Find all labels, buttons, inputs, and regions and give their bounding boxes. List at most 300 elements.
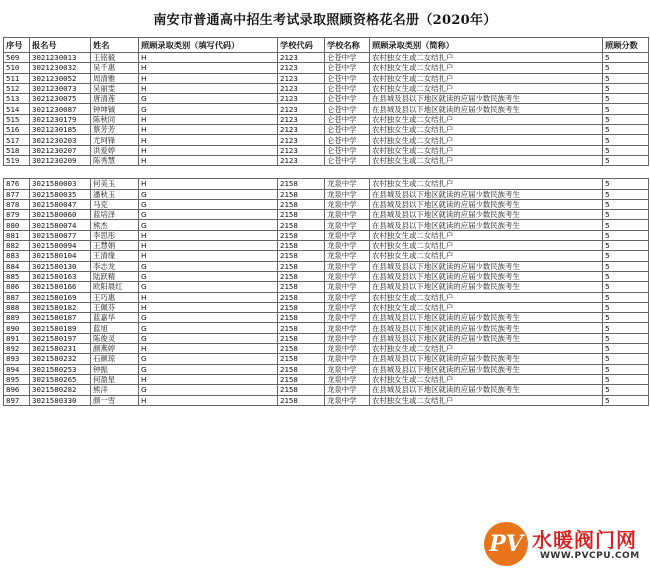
cell-category-code: H bbox=[139, 344, 278, 354]
cell-index: 517 bbox=[4, 135, 30, 145]
cell-school-code: 2123 bbox=[278, 73, 325, 83]
cell-school-code: 2123 bbox=[278, 155, 325, 165]
cell-name: 蔡芳芳 bbox=[91, 125, 139, 135]
cell-school-code: 2158 bbox=[278, 292, 325, 302]
cell-school-code: 2123 bbox=[278, 63, 325, 73]
cell-bonus: 5 bbox=[603, 385, 649, 395]
cell-category-short: 农村独女生或二女结扎户 bbox=[370, 83, 603, 93]
cell-category-short: 农村独女生或二女结扎户 bbox=[370, 114, 603, 124]
cell-reg-no: 3021230207 bbox=[30, 145, 91, 155]
table-row bbox=[4, 364, 649, 374]
cell-reg-no: 3021580231 bbox=[30, 344, 91, 354]
col-header-reg-no: 报名号 bbox=[30, 38, 91, 53]
cell-school-code: 2158 bbox=[278, 385, 325, 395]
cell-bonus: 5 bbox=[603, 333, 649, 343]
cell-bonus: 5 bbox=[603, 261, 649, 271]
cell-index: 888 bbox=[4, 302, 30, 312]
cell-school-name: 仑苍中学 bbox=[325, 53, 370, 63]
cell-category-short: 在县城及县以下地区就读的应届少数民族考生 bbox=[370, 199, 603, 209]
cell-school-code: 2158 bbox=[278, 179, 325, 189]
cell-school-name: 龙泉中学 bbox=[325, 354, 370, 364]
cell-reg-no: 3021580330 bbox=[30, 395, 91, 405]
cell-name: 陈秀慧 bbox=[91, 155, 139, 165]
cell-reg-no: 3021580060 bbox=[30, 210, 91, 220]
cell-bonus: 5 bbox=[603, 220, 649, 230]
cell-reg-no: 3021230075 bbox=[30, 94, 91, 104]
cell-index: 518 bbox=[4, 145, 30, 155]
cell-school-name: 仑苍中学 bbox=[325, 83, 370, 93]
cell-bonus: 5 bbox=[603, 94, 649, 104]
cell-school-name: 仑苍中学 bbox=[325, 104, 370, 114]
cell-category-code: H bbox=[139, 125, 278, 135]
document-title: 南安市普通高中招生考试录取照顾资格花名册（2020年） bbox=[153, 13, 497, 28]
cell-school-name: 龙泉中学 bbox=[325, 241, 370, 251]
cell-bonus: 5 bbox=[603, 104, 649, 114]
cell-category-code: H bbox=[139, 63, 278, 73]
table-header-row bbox=[4, 38, 649, 53]
table-row bbox=[4, 395, 649, 405]
cell-school-name: 龙泉中学 bbox=[325, 302, 370, 312]
table-row bbox=[4, 155, 649, 165]
cell-reg-no: 3021580104 bbox=[30, 251, 91, 261]
table-row bbox=[4, 292, 649, 302]
table-row bbox=[4, 145, 649, 155]
cell-category-short: 农村独女生或二女结扎户 bbox=[370, 374, 603, 384]
roster-table bbox=[3, 37, 649, 406]
cell-reg-no: 3021580074 bbox=[30, 220, 91, 230]
cell-reg-no: 3021580189 bbox=[30, 323, 91, 333]
cell-school-code: 2123 bbox=[278, 135, 325, 145]
cell-school-code: 2123 bbox=[278, 94, 325, 104]
table-row bbox=[4, 261, 649, 271]
cell-name: 马克 bbox=[91, 199, 139, 209]
cell-category-code: G bbox=[139, 210, 278, 220]
cell-index: 876 bbox=[4, 179, 30, 189]
col-header-school-code: 学校代码 bbox=[278, 38, 325, 53]
cell-category-short: 农村独女生或二女结扎户 bbox=[370, 135, 603, 145]
table-row bbox=[4, 189, 649, 199]
cell-reg-no: 3021580197 bbox=[30, 333, 91, 343]
cell-index: 896 bbox=[4, 385, 30, 395]
cell-category-code: H bbox=[139, 135, 278, 145]
table-row bbox=[4, 333, 649, 343]
table-row bbox=[4, 323, 649, 333]
cell-category-short: 在县城及县以下地区就读的应届少数民族考生 bbox=[370, 282, 603, 292]
cell-school-code: 2158 bbox=[278, 282, 325, 292]
cell-index: 892 bbox=[4, 344, 30, 354]
cell-bonus: 5 bbox=[603, 189, 649, 199]
cell-reg-no: 3021230013 bbox=[30, 53, 91, 63]
cell-school-code: 2158 bbox=[278, 354, 325, 364]
cell-school-code: 2158 bbox=[278, 344, 325, 354]
cell-category-short: 在县城及县以下地区就读的应届少数民族考生 bbox=[370, 220, 603, 230]
cell-bonus: 5 bbox=[603, 230, 649, 240]
cell-reg-no: 3021230185 bbox=[30, 125, 91, 135]
col-header-category-short: 照顾录取类别（简称） bbox=[370, 38, 603, 53]
table-row bbox=[4, 374, 649, 384]
cell-name: 尤珂锋 bbox=[91, 135, 139, 145]
cell-name: 何美玉 bbox=[91, 179, 139, 189]
cell-category-code: H bbox=[139, 73, 278, 83]
table-row bbox=[4, 344, 649, 354]
cell-name: 李志龙 bbox=[91, 261, 139, 271]
table-row bbox=[4, 313, 649, 323]
cell-category-code: H bbox=[139, 114, 278, 124]
cell-school-name: 龙泉中学 bbox=[325, 374, 370, 384]
cell-category-code: H bbox=[139, 179, 278, 189]
cell-index: 878 bbox=[4, 199, 30, 209]
cell-name: 何盈星 bbox=[91, 374, 139, 384]
cell-index: 515 bbox=[4, 114, 30, 124]
cell-category-short: 农村独女生或二女结扎户 bbox=[370, 145, 603, 155]
cell-index: 887 bbox=[4, 292, 30, 302]
cell-bonus: 5 bbox=[603, 251, 649, 261]
cell-name: 颜燕婷 bbox=[91, 344, 139, 354]
cell-category-short: 在县城及县以下地区就读的应届少数民族考生 bbox=[370, 210, 603, 220]
cell-school-name: 龙泉中学 bbox=[325, 323, 370, 333]
cell-reg-no: 3021580035 bbox=[30, 189, 91, 199]
cell-school-name: 仑苍中学 bbox=[325, 135, 370, 145]
cell-category-code: H bbox=[139, 145, 278, 155]
cell-name: 周清雅 bbox=[91, 73, 139, 83]
cell-bonus: 5 bbox=[603, 155, 649, 165]
cell-bonus: 5 bbox=[603, 292, 649, 302]
cell-category-code: H bbox=[139, 230, 278, 240]
table-row bbox=[4, 302, 649, 312]
cell-school-name: 仑苍中学 bbox=[325, 125, 370, 135]
cell-school-name: 龙泉中学 bbox=[325, 344, 370, 354]
cell-name: 熊洋 bbox=[91, 385, 139, 395]
cell-school-code: 2158 bbox=[278, 210, 325, 220]
cell-name: 王巧惠 bbox=[91, 292, 139, 302]
cell-school-name: 龙泉中学 bbox=[325, 282, 370, 292]
cell-index: 885 bbox=[4, 271, 30, 281]
cell-bonus: 5 bbox=[603, 135, 649, 145]
table-row bbox=[4, 63, 649, 73]
cell-index: 877 bbox=[4, 189, 30, 199]
cell-name: 蓝旭 bbox=[91, 323, 139, 333]
cell-reg-no: 3021580282 bbox=[30, 385, 91, 395]
cell-school-code: 2158 bbox=[278, 189, 325, 199]
cell-name: 李思彤 bbox=[91, 230, 139, 240]
cell-reg-no: 3021580047 bbox=[30, 199, 91, 209]
cell-category-short: 在县城及县以下地区就读的应届少数民族考生 bbox=[370, 104, 603, 114]
cell-name: 钟坤铖 bbox=[91, 104, 139, 114]
cell-category-code: H bbox=[139, 241, 278, 251]
table-row bbox=[4, 271, 649, 281]
cell-school-code: 2123 bbox=[278, 145, 325, 155]
cell-index: 884 bbox=[4, 261, 30, 271]
cell-bonus: 5 bbox=[603, 241, 649, 251]
cell-bonus: 5 bbox=[603, 179, 649, 189]
table-row bbox=[4, 251, 649, 261]
table-row bbox=[4, 83, 649, 93]
cell-reg-no: 3021580265 bbox=[30, 374, 91, 384]
cell-index: 516 bbox=[4, 125, 30, 135]
cell-category-short: 在县城及县以下地区就读的应届少数民族考生 bbox=[370, 354, 603, 364]
cell-school-name: 仑苍中学 bbox=[325, 155, 370, 165]
cell-bonus: 5 bbox=[603, 313, 649, 323]
cell-reg-no: 3021230209 bbox=[30, 155, 91, 165]
cell-category-code: G bbox=[139, 199, 278, 209]
cell-name: 吴千惠 bbox=[91, 63, 139, 73]
cell-index: 512 bbox=[4, 83, 30, 93]
cell-category-code: H bbox=[139, 292, 278, 302]
cell-bonus: 5 bbox=[603, 63, 649, 73]
cell-index: 895 bbox=[4, 374, 30, 384]
cell-category-short: 在县城及县以下地区就读的应届少数民族考生 bbox=[370, 271, 603, 281]
cell-category-short: 农村独女生或二女结扎户 bbox=[370, 395, 603, 405]
cell-category-short: 农村独女生或二女结扎户 bbox=[370, 125, 603, 135]
cell-school-code: 2123 bbox=[278, 104, 325, 114]
cell-school-code: 2123 bbox=[278, 83, 325, 93]
cell-category-short: 农村独女生或二女结扎户 bbox=[370, 302, 603, 312]
cell-index: 880 bbox=[4, 220, 30, 230]
cell-category-short: 在县城及县以下地区就读的应届少数民族考生 bbox=[370, 323, 603, 333]
cell-school-code: 2158 bbox=[278, 313, 325, 323]
cell-name: 熊杰 bbox=[91, 220, 139, 230]
cell-name: 王慧娟 bbox=[91, 241, 139, 251]
cell-school-name: 仑苍中学 bbox=[325, 63, 370, 73]
cell-school-name: 龙泉中学 bbox=[325, 313, 370, 323]
cell-index: 519 bbox=[4, 155, 30, 165]
cell-school-name: 龙泉中学 bbox=[325, 385, 370, 395]
cell-bonus: 5 bbox=[603, 114, 649, 124]
cell-category-code: H bbox=[139, 395, 278, 405]
cell-name: 欧阳晨红 bbox=[91, 282, 139, 292]
cell-index: 883 bbox=[4, 251, 30, 261]
cell-school-name: 龙泉中学 bbox=[325, 251, 370, 261]
cell-category-code: G bbox=[139, 94, 278, 104]
cell-category-code: H bbox=[139, 251, 278, 261]
cell-index: 890 bbox=[4, 323, 30, 333]
cell-category-short: 农村独女生或二女结扎户 bbox=[370, 292, 603, 302]
cell-reg-no: 3021580182 bbox=[30, 302, 91, 312]
cell-school-name: 龙泉中学 bbox=[325, 189, 370, 199]
separator-cell bbox=[4, 166, 649, 179]
cell-reg-no: 3021580094 bbox=[30, 241, 91, 251]
cell-category-code: H bbox=[139, 155, 278, 165]
table-row bbox=[4, 230, 649, 240]
table-row bbox=[4, 53, 649, 63]
watermark-logo bbox=[484, 518, 644, 570]
cell-category-short: 农村独女生或二女结扎户 bbox=[370, 230, 603, 240]
cell-school-name: 龙泉中学 bbox=[325, 261, 370, 271]
table-row bbox=[4, 94, 649, 104]
cell-reg-no: 3021230052 bbox=[30, 73, 91, 83]
cell-category-short: 农村独女生或二女结扎户 bbox=[370, 73, 603, 83]
cell-bonus: 5 bbox=[603, 302, 649, 312]
cell-school-code: 2123 bbox=[278, 53, 325, 63]
cell-category-code: G bbox=[139, 323, 278, 333]
cell-school-name: 仑苍中学 bbox=[325, 145, 370, 155]
cell-school-code: 2158 bbox=[278, 261, 325, 271]
cell-category-short: 农村独女生或二女结扎户 bbox=[370, 53, 603, 63]
cell-name: 潘秋玉 bbox=[91, 189, 139, 199]
cell-school-code: 2158 bbox=[278, 395, 325, 405]
cell-category-code: H bbox=[139, 374, 278, 384]
table-row bbox=[4, 104, 649, 114]
cell-index: 894 bbox=[4, 364, 30, 374]
cell-bonus: 5 bbox=[603, 199, 649, 209]
table-row bbox=[4, 282, 649, 292]
cell-category-short: 在县城及县以下地区就读的应届少数民族考生 bbox=[370, 364, 603, 374]
cell-index: 889 bbox=[4, 313, 30, 323]
table-row bbox=[4, 385, 649, 395]
cell-reg-no: 3021230073 bbox=[30, 83, 91, 93]
table-row bbox=[4, 125, 649, 135]
cell-bonus: 5 bbox=[603, 364, 649, 374]
cell-category-short: 农村独女生或二女结扎户 bbox=[370, 179, 603, 189]
cell-name: 洪爱婷 bbox=[91, 145, 139, 155]
cell-index: 886 bbox=[4, 282, 30, 292]
cell-bonus: 5 bbox=[603, 53, 649, 63]
table-row bbox=[4, 199, 649, 209]
cell-bonus: 5 bbox=[603, 125, 649, 135]
cell-category-short: 农村独女生或二女结扎户 bbox=[370, 251, 603, 261]
block-separator bbox=[4, 166, 649, 179]
cell-category-short: 农村独女生或二女结扎户 bbox=[370, 241, 603, 251]
cell-category-code: G bbox=[139, 282, 278, 292]
cell-index: 513 bbox=[4, 94, 30, 104]
cell-category-code: G bbox=[139, 333, 278, 343]
cell-school-code: 2158 bbox=[278, 220, 325, 230]
cell-school-name: 龙泉中学 bbox=[325, 199, 370, 209]
cell-index: 511 bbox=[4, 73, 30, 83]
cell-category-short: 在县城及县以下地区就读的应届少数民族考生 bbox=[370, 94, 603, 104]
cell-school-name: 龙泉中学 bbox=[325, 271, 370, 281]
cell-category-code: G bbox=[139, 104, 278, 114]
cell-category-code: G bbox=[139, 354, 278, 364]
table-row bbox=[4, 220, 649, 230]
cell-category-code: G bbox=[139, 271, 278, 281]
cell-name: 陈秋同 bbox=[91, 114, 139, 124]
cell-name: 王铭毅 bbox=[91, 53, 139, 63]
table-row bbox=[4, 210, 649, 220]
table-row bbox=[4, 354, 649, 364]
cell-category-short: 农村独女生或二女结扎户 bbox=[370, 344, 603, 354]
cell-reg-no: 3021580232 bbox=[30, 354, 91, 364]
cell-bonus: 5 bbox=[603, 374, 649, 384]
cell-category-short: 农村独女生或二女结扎户 bbox=[370, 63, 603, 73]
cell-school-name: 龙泉中学 bbox=[325, 210, 370, 220]
cell-index: 891 bbox=[4, 333, 30, 343]
cell-school-name: 龙泉中学 bbox=[325, 395, 370, 405]
cell-bonus: 5 bbox=[603, 210, 649, 220]
cell-school-code: 2158 bbox=[278, 323, 325, 333]
cell-name: 唐清莲 bbox=[91, 94, 139, 104]
col-header-bonus: 照顾分数 bbox=[603, 38, 649, 53]
cell-bonus: 5 bbox=[603, 145, 649, 155]
cell-name: 陆跃精 bbox=[91, 271, 139, 281]
cell-school-name: 仑苍中学 bbox=[325, 73, 370, 83]
cell-reg-no: 3021230032 bbox=[30, 63, 91, 73]
cell-category-code: H bbox=[139, 83, 278, 93]
cell-bonus: 5 bbox=[603, 271, 649, 281]
cell-category-short: 在县城及县以下地区就读的应届少数民族考生 bbox=[370, 261, 603, 271]
cell-category-code: G bbox=[139, 385, 278, 395]
col-header-school-name: 学校名称 bbox=[325, 38, 370, 53]
cell-bonus: 5 bbox=[603, 282, 649, 292]
cell-name: 陈俊灵 bbox=[91, 333, 139, 343]
cell-school-code: 2158 bbox=[278, 271, 325, 281]
cell-reg-no: 3021580166 bbox=[30, 282, 91, 292]
cell-index: 509 bbox=[4, 53, 30, 63]
cell-bonus: 5 bbox=[603, 73, 649, 83]
watermark-site-name: 水暖阀门网 bbox=[532, 528, 637, 552]
cell-school-code: 2158 bbox=[278, 251, 325, 261]
cell-category-short: 在县城及县以下地区就读的应届少数民族考生 bbox=[370, 189, 603, 199]
cell-category-code: G bbox=[139, 364, 278, 374]
cell-index: 882 bbox=[4, 241, 30, 251]
cell-bonus: 5 bbox=[603, 395, 649, 405]
cell-school-code: 2158 bbox=[278, 241, 325, 251]
cell-school-code: 2158 bbox=[278, 364, 325, 374]
cell-name: 王清缘 bbox=[91, 251, 139, 261]
cell-name: 吴丽雯 bbox=[91, 83, 139, 93]
cell-school-name: 龙泉中学 bbox=[325, 292, 370, 302]
cell-bonus: 5 bbox=[603, 344, 649, 354]
cell-category-short: 农村独女生或二女结扎户 bbox=[370, 155, 603, 165]
logo-letter: PV bbox=[489, 531, 523, 557]
cell-reg-no: 3021580077 bbox=[30, 230, 91, 240]
cell-name: 王佩芬 bbox=[91, 302, 139, 312]
table-row bbox=[4, 179, 649, 189]
cell-category-short: 在县城及县以下地区就读的应届少数民族考生 bbox=[370, 385, 603, 395]
cell-index: 514 bbox=[4, 104, 30, 114]
roster-body bbox=[4, 53, 649, 406]
table-row bbox=[4, 114, 649, 124]
cell-category-short: 在县城及县以下地区就读的应届少数民族考生 bbox=[370, 313, 603, 323]
cell-school-code: 2158 bbox=[278, 374, 325, 384]
cell-reg-no: 3021230087 bbox=[30, 104, 91, 114]
cell-index: 510 bbox=[4, 63, 30, 73]
cell-name: 钟振 bbox=[91, 364, 139, 374]
cell-school-name: 仑苍中学 bbox=[325, 94, 370, 104]
col-header-category-code: 照顾录取类别（填写代码） bbox=[139, 38, 278, 53]
cell-school-name: 龙泉中学 bbox=[325, 220, 370, 230]
cell-reg-no: 3021580163 bbox=[30, 271, 91, 281]
cell-school-code: 2123 bbox=[278, 114, 325, 124]
cell-index: 879 bbox=[4, 210, 30, 220]
cell-school-code: 2123 bbox=[278, 125, 325, 135]
cell-school-code: 2158 bbox=[278, 230, 325, 240]
cell-name: 颜一雪 bbox=[91, 395, 139, 405]
cell-bonus: 5 bbox=[603, 83, 649, 93]
cell-name: 蓝培泽 bbox=[91, 210, 139, 220]
col-header-index: 序号 bbox=[4, 38, 30, 53]
cell-reg-no: 3021580253 bbox=[30, 364, 91, 374]
cell-category-code: G bbox=[139, 220, 278, 230]
watermark-site-url: WWW.PVCPU.COM bbox=[540, 551, 640, 561]
cell-school-name: 龙泉中学 bbox=[325, 333, 370, 343]
cell-school-code: 2158 bbox=[278, 333, 325, 343]
table-row bbox=[4, 135, 649, 145]
cell-reg-no: 3021230179 bbox=[30, 114, 91, 124]
cell-index: 897 bbox=[4, 395, 30, 405]
cell-category-code: H bbox=[139, 53, 278, 63]
cell-school-code: 2158 bbox=[278, 302, 325, 312]
cell-category-short: 在县城及县以下地区就读的应届少数民族考生 bbox=[370, 333, 603, 343]
cell-school-name: 仑苍中学 bbox=[325, 114, 370, 124]
cell-school-name: 龙泉中学 bbox=[325, 230, 370, 240]
cell-name: 蓝嘉华 bbox=[91, 313, 139, 323]
cell-reg-no: 3021230203 bbox=[30, 135, 91, 145]
cell-category-code: G bbox=[139, 261, 278, 271]
table-row bbox=[4, 73, 649, 83]
cell-reg-no: 3021580130 bbox=[30, 261, 91, 271]
table-row bbox=[4, 241, 649, 251]
